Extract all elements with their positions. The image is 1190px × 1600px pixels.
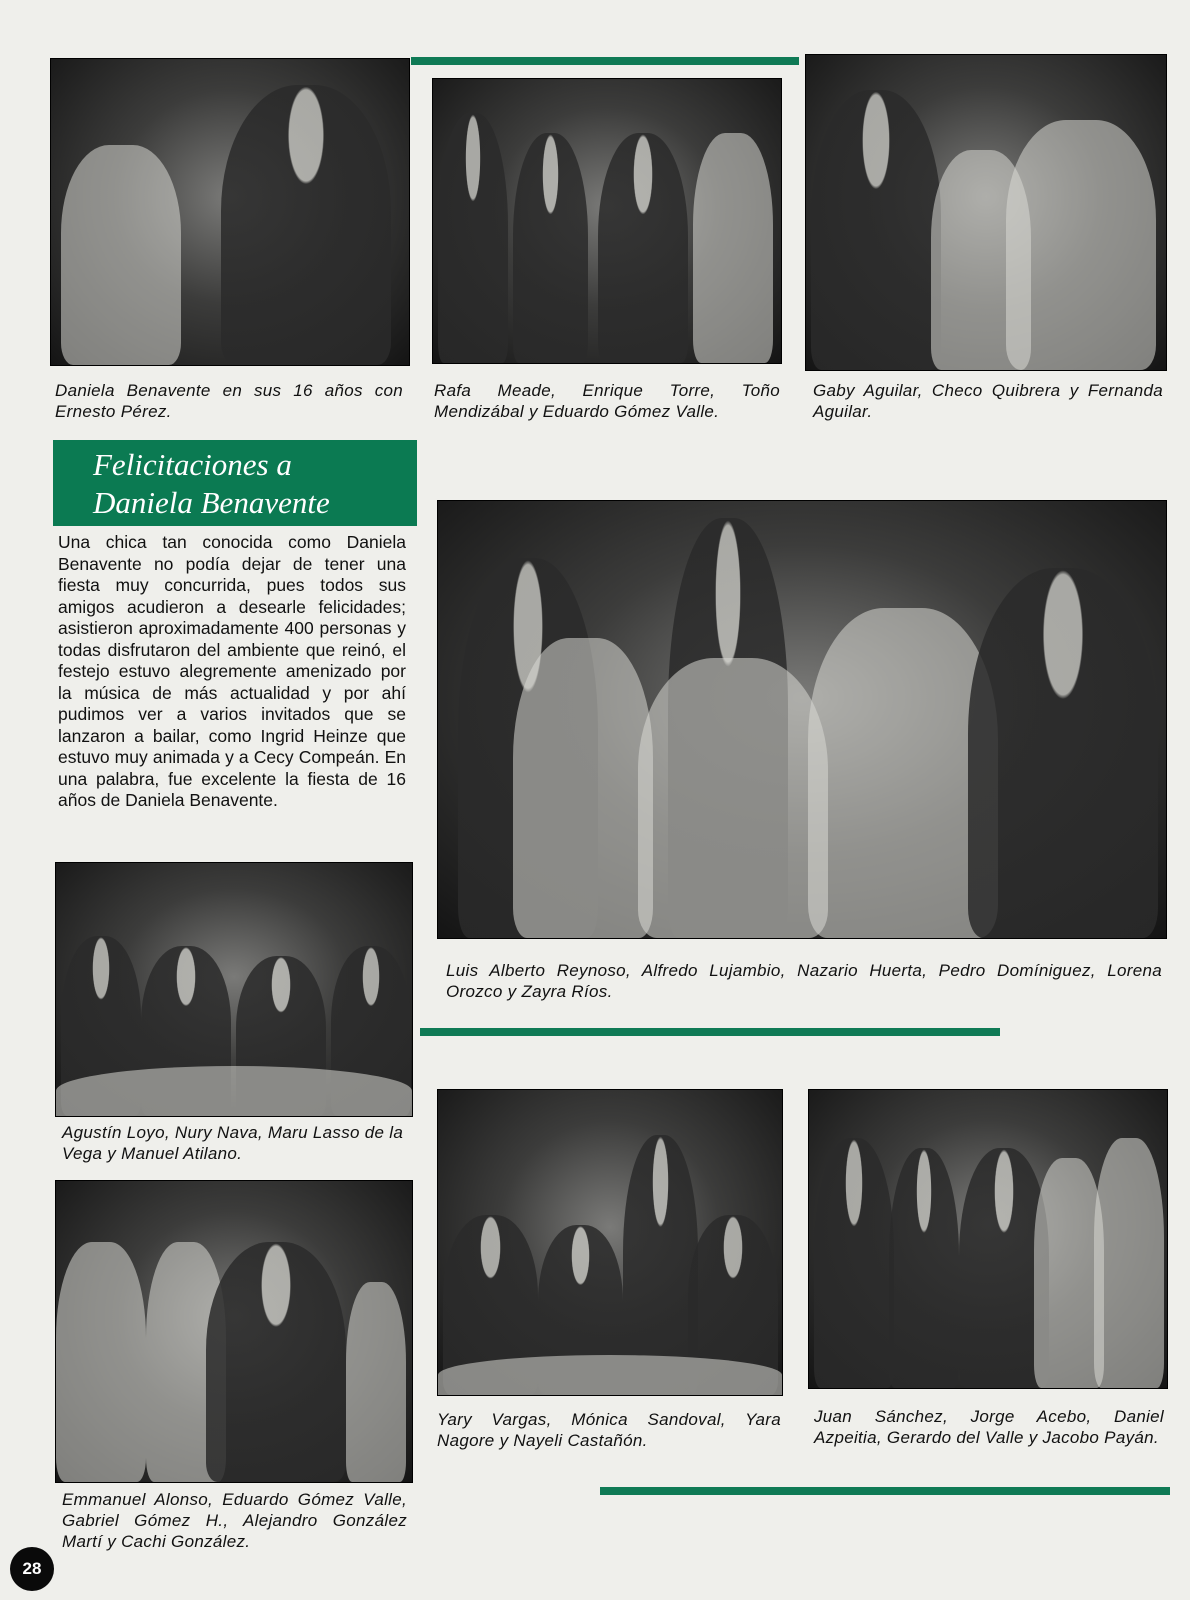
photo-group-four-boys [432, 78, 782, 364]
photo-four-girls [437, 1089, 783, 1396]
photo-five-boys [55, 1180, 413, 1483]
caption-photo-3: Gaby Aguilar, Checo Quibrera y Fernanda Aguilar. [813, 381, 1163, 421]
photo-gaby-checo-fernanda [805, 54, 1167, 371]
caption-photo-1: Daniela Benavente en sus 16 años con Ernesto Pérez. [55, 381, 403, 421]
photo-daniela-ernesto [50, 58, 410, 366]
article-headline-box [53, 440, 417, 526]
article-headline-line-1: Felicitaciones a [93, 447, 292, 482]
caption-photo-5: Agustín Loyo, Nury Nava, Maru Lasso de la Vega y Manuel Atilano. [62, 1123, 404, 1163]
caption-photo-8: Juan Sánchez, Jorge Acebo, Daniel Azpeitia, Gerardo del Valle y Jacobo Payán. [814, 1407, 1164, 1447]
caption-photo-6: Emmanuel Alonso, Eduardo Gómez Valle, Gabriel Gómez H., Alejandro González Martí y Cachi González. [62, 1490, 407, 1551]
green-rule-top [411, 57, 799, 65]
caption-photo-7: Yary Vargas, Mónica Sandoval, Yara Nagore y Nayeli Castañón. [437, 1410, 781, 1450]
page-number-badge [10, 1547, 54, 1591]
caption-photo-2: Rafa Meade, Enrique Torre, Toño Mendizábal y Eduardo Gómez Valle. [434, 381, 780, 421]
green-rule-middle [420, 1028, 1000, 1036]
photo-table-four [55, 862, 413, 1117]
green-rule-bottom [600, 1487, 1170, 1495]
photo-five-young-men [808, 1089, 1168, 1389]
photo-large-group [437, 500, 1167, 939]
caption-photo-4: Luis Alberto Reynoso, Alfredo Lujambio, Nazario Huerta, Pedro Domíniguez, Lorena Orozco y Zayra Ríos. [446, 961, 1162, 1001]
page-number: 28 [22, 1559, 42, 1578]
article-headline-line-2: Daniela Benavente [93, 485, 330, 520]
article-body: Una chica tan conocida como Daniela Benavente no podía dejar de tener una fiesta muy concurrida, pues todos sus amigos acudieron a desearle felicidades; asistieron aproximadamente 400 personas y todas disfrutaron del ambiente que reinó, el festejo estuvo alegremente amenizado por la música de más actualidad y por ahí pudimos ver a varios invitados que se lanzaron a bailar, como Ingrid Heinze que estuvo muy animada y a Cecy Compeán. En una palabra, fue excelente la fiesta de 16 años de Daniela Benavente. [58, 532, 406, 810]
